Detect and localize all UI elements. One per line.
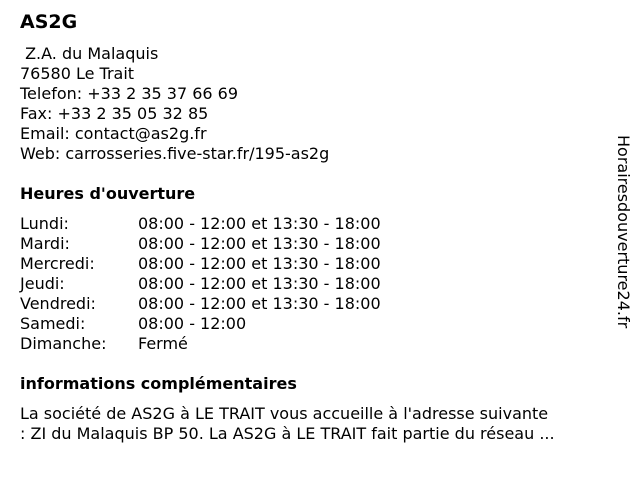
hours-day: Jeudi: xyxy=(20,274,65,293)
hours-day: Mardi: xyxy=(20,234,70,253)
hours-row xyxy=(20,334,381,354)
address-line-2: 76580 Le Trait xyxy=(20,64,135,83)
hours-time: 08:00 - 12:00 et 13:30 - 18:00 xyxy=(138,234,381,253)
hours-time: 08:00 - 12:00 et 13:30 - 18:00 xyxy=(138,294,381,313)
info-text xyxy=(20,404,620,444)
hours-day: Dimanche: xyxy=(20,334,107,353)
fax-line: Fax: +33 2 35 05 32 85 xyxy=(20,104,209,123)
hours-row xyxy=(20,214,381,234)
info-heading: informations complémentaires xyxy=(20,374,297,393)
hours-time: 08:00 - 12:00 et 13:30 - 18:00 xyxy=(138,254,381,273)
email-line: Email: contact@as2g.fr xyxy=(20,124,207,143)
hours-day: Mercredi: xyxy=(20,254,95,273)
phone-line: Telefon: +33 2 35 37 66 69 xyxy=(20,84,239,103)
hours-row xyxy=(20,314,381,334)
hours-day: Vendredi: xyxy=(20,294,96,313)
hours-time: 08:00 - 12:00 et 13:30 - 18:00 xyxy=(138,214,381,233)
info-text-line-1: La société de AS2G à LE TRAIT vous accueille à l'adresse suivante xyxy=(20,404,549,423)
info-text-line-2: : ZI du Malaquis BP 50. La AS2G à LE TRAIT fait partie du réseau ... xyxy=(20,424,555,443)
address-line-1: Z.A. du Malaquis xyxy=(20,44,159,63)
business-name: AS2G xyxy=(20,11,78,33)
hours-day: Lundi: xyxy=(20,214,69,233)
hours-row xyxy=(20,254,381,274)
web-line: Web: carrosseries.five-star.fr/195-as2g xyxy=(20,144,330,163)
hours-day: Samedi: xyxy=(20,314,86,333)
hours-time: 08:00 - 12:00 et 13:30 - 18:00 xyxy=(138,274,381,293)
hours-time: 08:00 - 12:00 xyxy=(138,314,247,333)
hours-time: Fermé xyxy=(138,334,188,353)
contact-block xyxy=(20,44,329,164)
hours-row xyxy=(20,234,381,254)
hours-heading: Heures d'ouverture xyxy=(20,184,196,203)
hours-row xyxy=(20,274,381,294)
site-watermark: Horairesdouverture24.fr xyxy=(614,135,633,329)
hours-table xyxy=(20,214,381,354)
hours-row xyxy=(20,294,381,314)
